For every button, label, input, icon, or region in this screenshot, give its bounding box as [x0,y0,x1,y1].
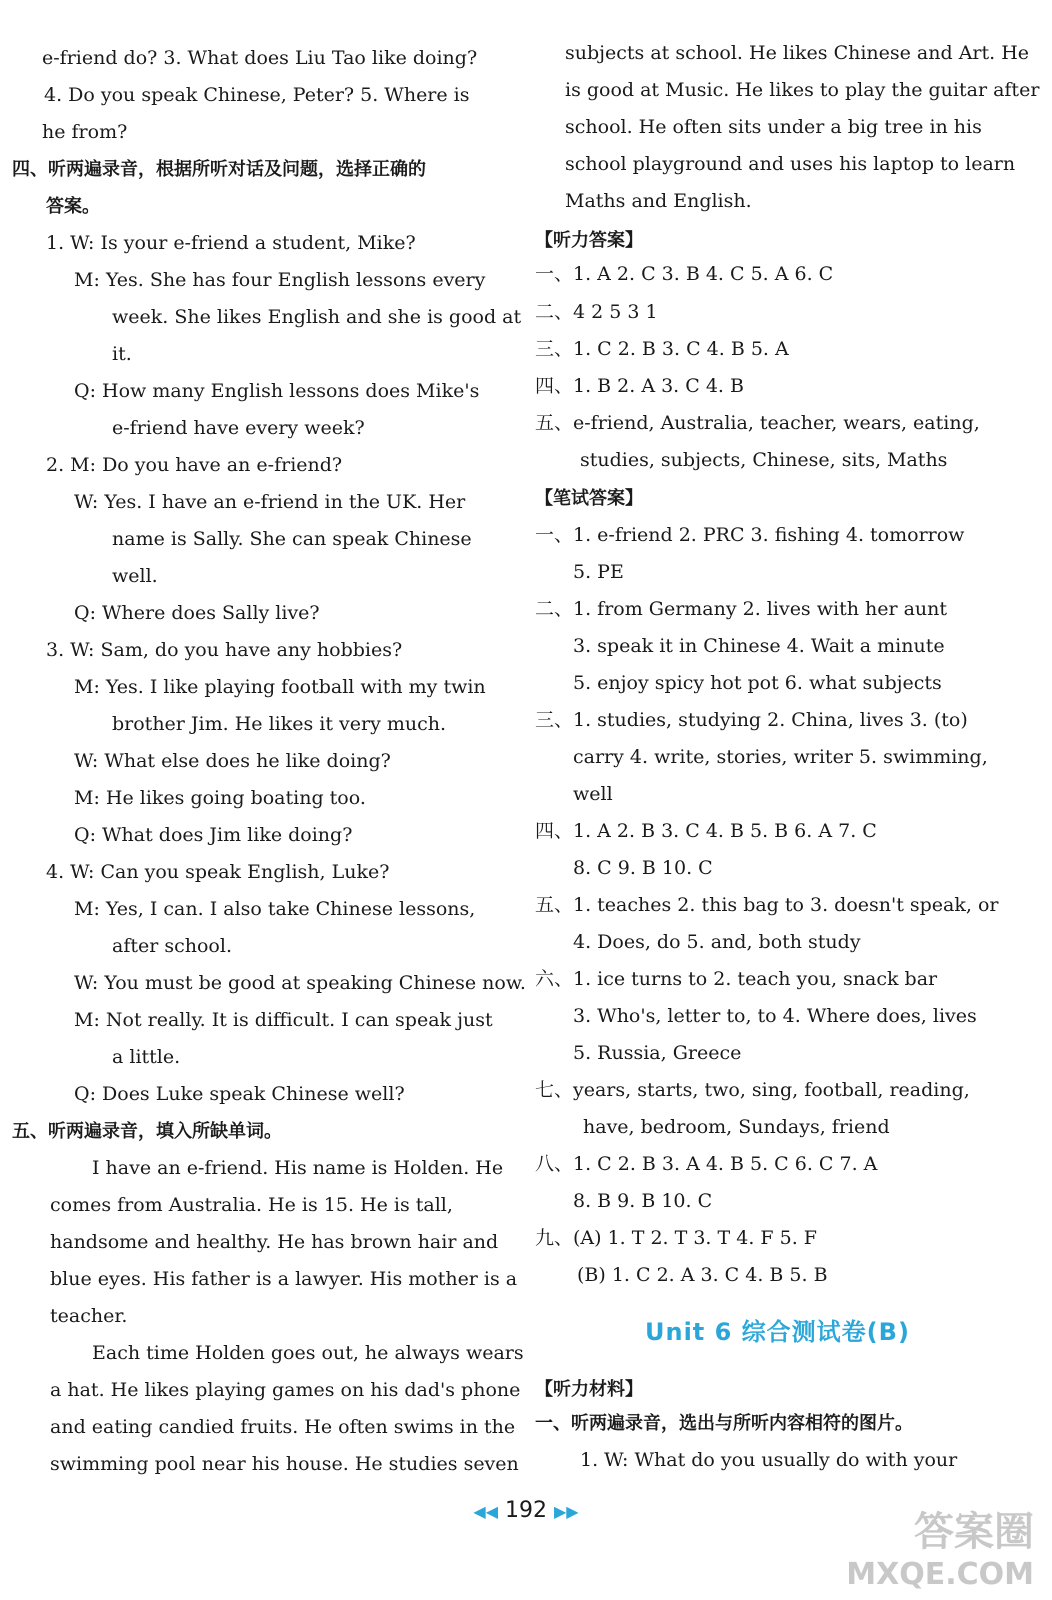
left-text-line: 五、听两遍录音，填入所缺单词。 [12,1121,282,1142]
left-text-line: 3. W: Sam, do you have any hobbies? [46,639,403,661]
right-text-line: is good at Music. He likes to play the guitar after [565,79,1040,101]
right-text-line: 二、4 2 5 3 1 [535,301,658,323]
right-text-line: 四、1. B 2. A 3. C 4. B [535,375,744,397]
left-text-line: 2. M: Do you have an e-friend? [46,454,343,476]
right-text-line: 五、e-friend, Australia, teacher, wears, eating, [535,412,980,434]
right-text-line: 三、1. C 2. B 3. C 4. B 5. A [535,338,789,360]
left-text-line: and eating candied fruits. He often swims in the [50,1416,516,1438]
right-text-line: 8. C 9. B 10. C [573,857,713,879]
right-text-line: 一、1. A 2. C 3. B 4. C 5. A 6. C [535,263,834,285]
right-text-line: 五、1. teaches 2. this bag to 3. doesn't speak, or [535,894,999,916]
left-text-line: blue eyes. His father is a lawyer. His mother is a [50,1268,518,1290]
right-text-line: carry 4. write, stories, writer 5. swimming, [573,746,988,768]
right-text-line: (B) 1. C 2. A 3. C 4. B 5. B [577,1264,828,1286]
left-text-line: W: What else does he like doing? [74,750,391,772]
left-text-line: he from? [42,121,128,143]
right-text-line: Maths and English. [565,190,752,212]
left-text-line: 答案。 [46,196,100,217]
left-text-line: Q: Does Luke speak Chinese well? [74,1083,405,1105]
right-text-line: have, bedroom, Sundays, friend [583,1116,890,1138]
right-text-line: 四、1. A 2. B 3. C 4. B 5. B 6. A 7. C [535,820,877,842]
right-text-line: 5. enjoy spicy hot pot 6. what subjects [573,672,942,694]
left-text-line: 四、听两遍录音，根据所听对话及问题，选择正确的 [12,159,426,180]
right-text-line: well [573,783,613,805]
left-text-line: teacher. [50,1305,128,1327]
right-text-line: 3. speak it in Chinese 4. Wait a minute [573,635,945,657]
left-text-line: I have an e-friend. His name is Holden. He [92,1157,504,1179]
right-text-line: 【笔试答案】 [535,488,643,509]
left-text-line: 4. W: Can you speak English, Luke? [46,861,390,883]
right-text-line: 3. Who's, letter to, to 4. Where does, lives [573,1005,977,1027]
left-text-line: a hat. He likes playing games on his dad's phone [50,1379,521,1401]
right-text-line: 六、1. ice turns to 2. teach you, snack bar [535,968,938,990]
right-text-line: 九、(A) 1. T 2. T 3. T 4. F 5. F [535,1227,817,1249]
watermark-url: MXQE.COM [846,1557,1034,1592]
right-text-line: 八、1. C 2. B 3. A 4. B 5. C 6. C 7. A [535,1153,878,1175]
left-text-line: swimming pool near his house. He studies seven [50,1453,519,1475]
next-arrow-icon[interactable]: ▶▶ [554,1502,579,1521]
right-text-line: 七、years, starts, two, sing, football, reading, [535,1079,970,1101]
left-text-line: a little. [112,1046,181,1068]
right-text-line: 5. PE [573,561,624,583]
left-text-line: W: Yes. I have an e-friend in the UK. Her [74,491,466,513]
right-text-line: 三、1. studies, studying 2. China, lives 3. (to) [535,709,968,731]
right-text-line: 一、听两遍录音，选出与所听内容相符的图片。 [535,1413,913,1434]
page-number: 192 [505,1498,547,1523]
right-text-line: 5. Russia, Greece [573,1042,742,1064]
prev-arrow-icon[interactable]: ◀◀ [473,1502,498,1521]
left-text-line: name is Sally. She can speak Chinese [112,528,472,550]
left-text-line: brother Jim. He likes it very much. [112,713,447,735]
right-text-line: 4. Does, do 5. and, both study [573,931,861,953]
left-text-line: Q: Where does Sally live? [74,602,320,624]
left-text-line: comes from Australia. He is 15. He is tall, [50,1194,453,1216]
watermark [846,1500,1034,1592]
left-text-line: M: Yes, I can. I also take Chinese lessons, [74,898,476,920]
right-text-line: school playground and uses his laptop to learn [565,153,1016,175]
right-text-line: subjects at school. He likes Chinese and Art. He [565,42,1030,64]
right-text-line: 二、1. from Germany 2. lives with her aunt [535,598,948,620]
left-text-line: e-friend do? 3. What does Liu Tao like doing? [42,47,478,69]
left-text-line: Each time Holden goes out, he always wears [92,1342,524,1364]
right-text-line: 【听力答案】 [535,230,643,251]
left-text-line: handsome and healthy. He has brown hair and [50,1231,499,1253]
left-text-line: 1. W: Is your e-friend a student, Mike? [46,232,416,254]
left-text-line: 4. Do you speak Chinese, Peter? 5. Where is [44,84,470,106]
left-text-line: e-friend have every week? [112,417,365,439]
left-text-line: week. She likes English and she is good at [112,306,522,328]
left-text-line: well. [112,565,158,587]
watermark-logo: 答案圈 [914,1509,1034,1555]
right-text-line: 8. B 9. B 10. C [573,1190,713,1212]
left-text-line: it. [112,343,132,365]
right-text-line: 一、1. e-friend 2. PRC 3. fishing 4. tomorrow [535,524,965,546]
right-text-line: 【听力材料】 [535,1379,643,1400]
unit-title: Unit 6 综合测试卷(B) [645,1318,910,1346]
left-text-line: M: He likes going boating too. [74,787,366,809]
left-text-line: W: You must be good at speaking Chinese now. [74,972,526,994]
left-text-line: M: Yes. She has four English lessons every [74,269,486,291]
left-text-line: Q: What does Jim like doing? [74,824,353,846]
right-text-line: 1. W: What do you usually do with your [580,1449,958,1471]
left-text-line: after school. [112,935,232,957]
left-text-line: M: Yes. I like playing football with my twin [74,676,486,698]
right-text-line: school. He often sits under a big tree in his [565,116,982,138]
right-text-line: studies, subjects, Chinese, sits, Maths [580,449,948,471]
left-text-line: M: Not really. It is difficult. I can speak just [74,1009,493,1031]
left-text-line: Q: How many English lessons does Mike's [74,380,480,402]
